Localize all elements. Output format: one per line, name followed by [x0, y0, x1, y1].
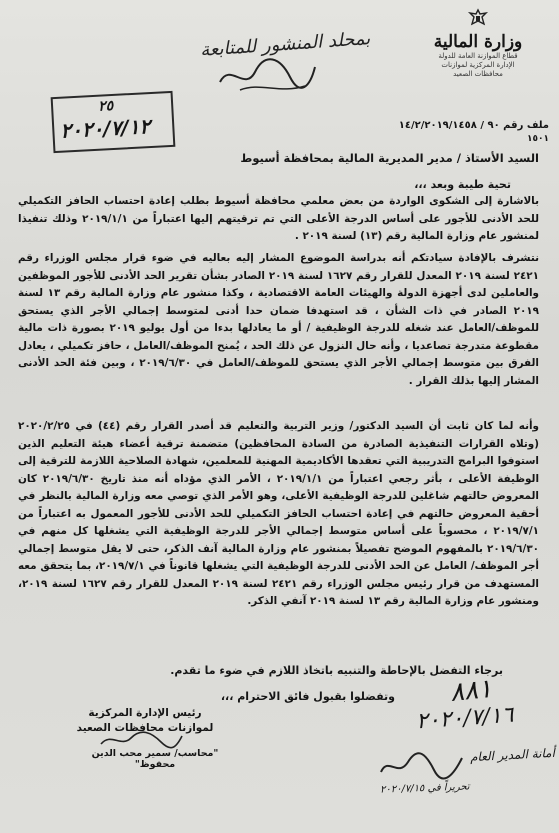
- letter-addressee: السيد الأستاذ / مدير المديرية المالية بمحافظة أسيوط: [240, 151, 539, 165]
- letter-request: برجاء التفضل بالإحاطة والتنبيه باتخاذ اللازم في ضوء ما تقدم.: [170, 664, 503, 677]
- letter-paragraph: وأنه لما كان ثابت أن السيد الدكتور/ وزير التربية والتعليم قد أصدر القرار رقم (٤٤) في ٢٠٢٠/٢/٢٥ (وتلاه القرارات التنفيذية الصادرة من السادة المحافظين) متضمنة ترقية أعضاء هيئة التعليم الذين استوفوا البرامج التدريبية التي تعقدها الأكاديمية المهنية للمعلمين، شهادة الصلاحية اللازمة للترقية إلى الوظيفة الأعلى ، بأثر رجعي اعتباراً من ٢٠١٩/١/١ ، الأمر الذي مؤداه أنه منذ تاريخ ٢٠١٩/٦/٣٠ كان المعروض حالتهم شاغلين للدرجة الوظيفية الأعلى، وهو الأمر الذي توصي معه وزارة المالية بالنظر في أحقية المعروض حالتهم في إعادة احتساب الحافز التكميلي للحد الأدنى للأجور المعمول به اعتباراً من ٢٠١٩/٧/١ ، محسوباً على أساس متوسط إجمالي الأجر للدرجة الوظيفية التي يشغلها كل منهم في ٢٠١٩/٦/٣٠ بالمفهوم الموضح تفصيلاً بمنشور عام وزارة المالية آنف الذكر، حتى لا يقل متوسط إجمالي أجر الموظف/ العامل عن الحد الأدنى للدرجة الوظيفية التي يشغلها قانوناً في ٢٠١٩/٧/١، بما يتحقق معه المستهدف من قرار رئيس مجلس الوزراء رقم ٢٤٢١ لسنة ٢٠١٩ المعدل للقرار رقم ١٦٢٧ لسنة ٢٠١٩، ومنشور عام وزارة المالية رقم ١٣ لسنة ٢٠١٩ آنفي الذكر.: [18, 420, 540, 607]
- signatory-name: "محاسب/ سمير محب الدين محفوظ": [91, 748, 219, 770]
- ministry-letterhead: [403, 8, 553, 79]
- written-date: تحريراً في ٢٠٢٠/٧/١٥: [379, 781, 470, 796]
- ministry-name: وزارة المالية: [433, 32, 523, 52]
- handwritten-note: بمحلد المنشور للمتابعة: [199, 28, 371, 61]
- handwritten-number: ٨٨١: [448, 673, 494, 709]
- stamp-number: ٢٥: [97, 97, 114, 115]
- handwritten-signature-right: [376, 748, 466, 782]
- signatory-title: لموازنات محافظات الصعيد: [76, 722, 214, 734]
- handwritten-signature-top: [210, 52, 320, 100]
- stamp-date: ٢٠٢٠/٧/١٢: [59, 114, 151, 143]
- received-stamp: [51, 91, 176, 153]
- letter-greeting: تحية طيبة وبعد ،،،: [414, 178, 511, 191]
- ministry-sub-line: قطاع الموازنة العامة للدولة: [438, 52, 518, 60]
- file-reference-second: ١٥٠١: [527, 134, 549, 144]
- letter-paragraph: نتشرف بالإفادة سيادتكم أنه بدراسة الموضوع المشار إليه بعاليه في ضوء قرار مجلس الوزراء رقم ٢٤٢١ لسنة ٢٠١٩ المعدل للقرار رقم ١٦٢٧ لسنة ٢٠١٩ الصادر بشأن تقرير الحد الأدنى للأجور الموظفين والعاملين لدى أجهزة الدولة والهيئات العامة الاقتصادية ، وكذا منشور عام وزارة المالية رقم ١٣ لسنة ٢٠١٩ الصادر في ذات الشأن ، قد استهدفا ضمان حدا أدنى لمتوسط إجمالي الأجر الذي يستحق للموظف/العامل عند شغله للدرجة الوظيفية / أو ما يعادلها بدءا من أول يوليو ٢٠١٩ بصورة ذات مالية مقطوعة متدرجة تصاعديا ، وأنه حال النزول عن ذلك الحد ، يُمنح الموظف/العامل ، حافز تكميلي ، يعادل الفرق بين متوسط إجمالي الأجر الذي يستحق للموظف/العامل في ٢٠١٩/٦/٣٠ ، وبين فئة الحد الأدنى المشار إليها بذلك القرار .: [18, 252, 539, 387]
- letter-paragraph: بالاشارة إلى الشكوى الواردة من بعض معلمي محافظة أسيوط بطلب إعادة احتساب الحافز التكميلي للحد الأدنى للأجور على أساس الدرجة الأعلى التي تم ترقيتهم إليها اعتباراً من ٢٠١٩/١/١ وذلك تنفيذا لمنشور عام وزارة المالية رقم (١٣) لسنة ٢٠١٩ .: [18, 195, 539, 242]
- eagle-emblem-icon: [467, 8, 489, 30]
- ministry-sub-line: محافظات الصعيد: [453, 70, 503, 78]
- handwritten-date: ٢٠٢٠/٧/١٦: [415, 702, 515, 735]
- signatory-title: رئيس الإدارة المركزية: [88, 707, 202, 719]
- file-reference: ملف رقم ٩٠ / ١٤/٢/٢٠١٩/١٤٥٨: [398, 120, 549, 131]
- letter-regards: وتفضلوا بقبول فائق الاحترام ،،،: [220, 690, 395, 703]
- handwritten-sign: أمانة المدير العام: [469, 745, 556, 765]
- ministry-sub-line: الإدارة المركزية لموازنات: [441, 61, 515, 69]
